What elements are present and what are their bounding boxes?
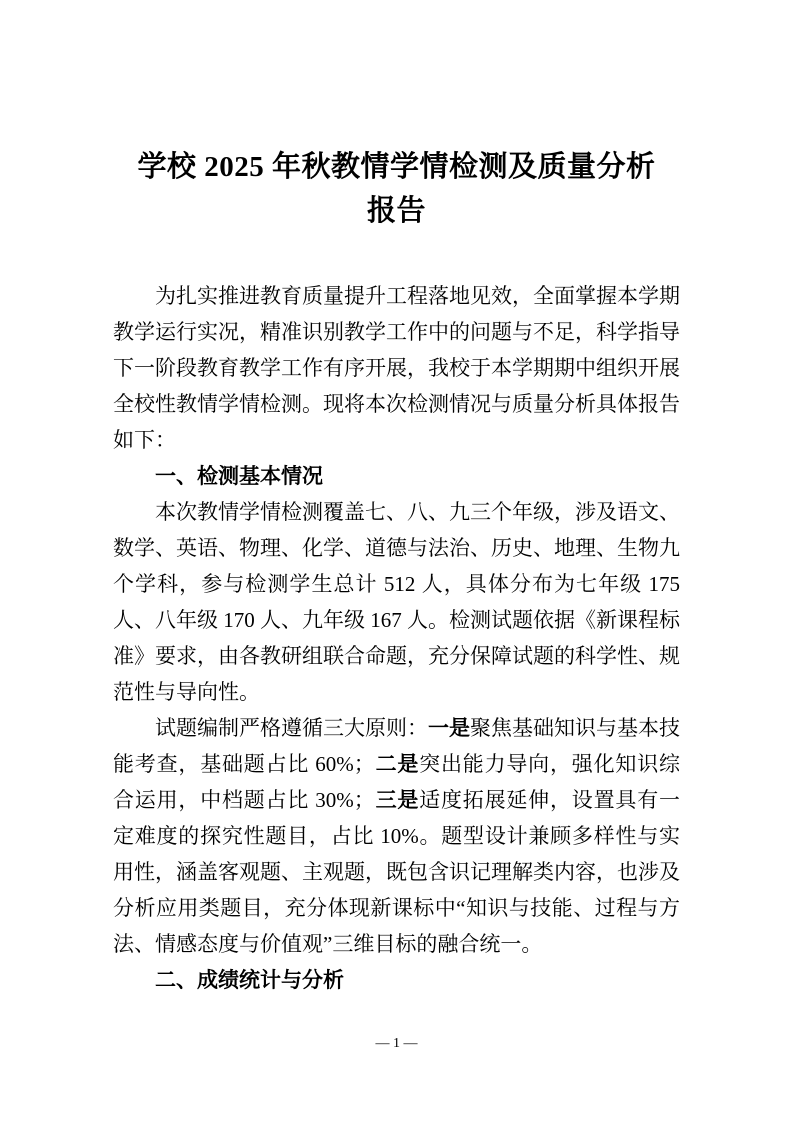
- document-content: [113, 145, 680, 998]
- page-number: — 1 —: [375, 1036, 418, 1051]
- document-title: [113, 145, 680, 233]
- principles-text-third: 适度拓展延伸，设置具有一定难度的探究性题目，占比 10%。题型设计兼顾多样性与实用性，涵盖客观题、主观题，既包含识记理解类内容，也涉及分析应用类题目，充分体现新课标中“知识与技能、过程与方法、情感态度与价值观”三维目标的融合统一。: [113, 788, 680, 956]
- principles-marker-second: 二是: [374, 752, 420, 776]
- document-title-line-1: 学校 2025 年秋教情学情检测及质量分析: [137, 151, 656, 183]
- section-2-heading: 二、成绩统计与分析: [155, 968, 344, 992]
- principles-marker-third: 三是: [374, 788, 420, 812]
- principles-text-second: 突出能力导向，强化知识综合运用，中档题占比 30%；: [113, 752, 680, 812]
- section-1-overview-paragraph: 本次教情学情检测覆盖七、八、九三个年级，涉及语文、数学、英语、物理、化学、道德与法治、历史、地理、生物九个学科，参与检测学生总计 512 人，具体分布为七年级 175 人、八年级 170 人、九年级 167 人。检测试题依据《新课程标准》要求，由各教研组联合命题，充分保障试题的科学性、规范性与导向性。: [113, 500, 680, 704]
- section-1-heading: 一、检测基本情况: [155, 464, 323, 488]
- section-1-principles-paragraph: [113, 710, 680, 962]
- principles-text-lead: 试题编制严格遵循三大原则：: [155, 716, 428, 740]
- intro-paragraph: 为扎实推进教育质量提升工程落地见效，全面掌握本学期教学运行实况，精准识别教学工作中的问题与不足，科学指导下一阶段教育教学工作有序开展，我校于本学期期中组织开展全校性教情学情检测。现将本次检测情况与质量分析具体报告如下：: [113, 284, 680, 452]
- principles-marker-first: 一是: [428, 716, 470, 740]
- document-title-line-2: 报告: [366, 195, 426, 227]
- principles-text-first: 聚焦基础知识与基本技能考查，基础题占比 60%；: [113, 716, 680, 776]
